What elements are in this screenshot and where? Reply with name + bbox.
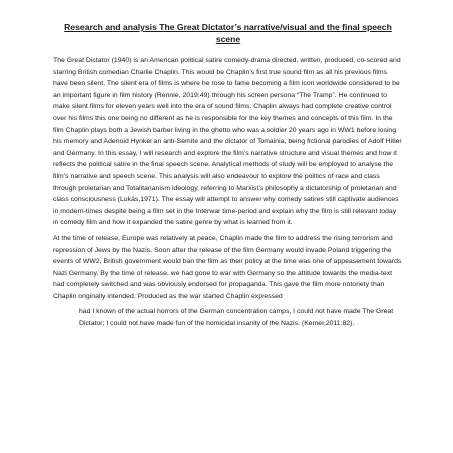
document-title: Research and analysis The Great Dictator’s narrative/visual and the final speech scene — [64, 22, 392, 44]
document-page — [53, 22, 403, 330]
paragraph-context: At the time of release, Europe was relatively at peace, Chaplin made the film to address the rising terrorism and repression of Jews by the Nazis. Soon after the release of the film Germany would invade Poland triggering the events of WW2, British government would ban the film as their policy at the time was one of appeasement towards Nazi Germany. By the time of release, we had gone to war with Germany so the attitude towards the media-text had completely switched and was obviously endorsed for propaganda. This gave the film more notoriety than Chaplin originally intended. Produced as the war started Chaplin expressed — [53, 234, 402, 300]
paragraph-introduction: The Great Dictator (1940) is an American political satire comedy-drama directed, written, produced, co-scored and starring British comedian Charlie Chaplin. This would be Chaplin’s first true sound film as all his previous films have been silent. The silent era of films is where he rose to fame becoming a film icon worldwide considered to be an important figure in film history (Rennie, 2019:49) through his screen persona “The Tramp”. He continued to make silent films for eleven years well into the era of sound films. Chaplin always had complete creative control over his films this one being no different as he is responsible for the key themes and concepts of this film. In the film Chaplin plays both a Jewish barber living in the ghetto who was a soldier 20 years ago in WW1 before losing his memory and Adenoid Hynkel an anti-Semite and the dictator of Tomainia, being fictional parodies of Adolf Hitler and Germany. In this essay, I will research and explore the film’s narrative structure and visual themes and how it reflects the political satire in the final speech scene. Analytical methods of study will be employed to analyse the film’s narrative and speech scene. This analysis will also endeavour to explore the politics of race and class through proletarian and Totalitarianism ideology, referring to Marxist’s philosophy a dictatorship of proletarian and class consciousness (Lukás,1971). The essay will attempt to answer why comedy satires still captivate audiences in modern-times despite being a film set in the Interwar time-period and explain why the film is still relevant today in comedy film and how it expanded the satire genre by what is learned from it. — [53, 57, 402, 227]
block-quote: had I known of the actual horrors of the German concentration camps, I could not have made The Great Dictator; I could not have made fun of the homicidal insanity of the Nazis. (Kemer,2011:82). — [79, 308, 394, 328]
